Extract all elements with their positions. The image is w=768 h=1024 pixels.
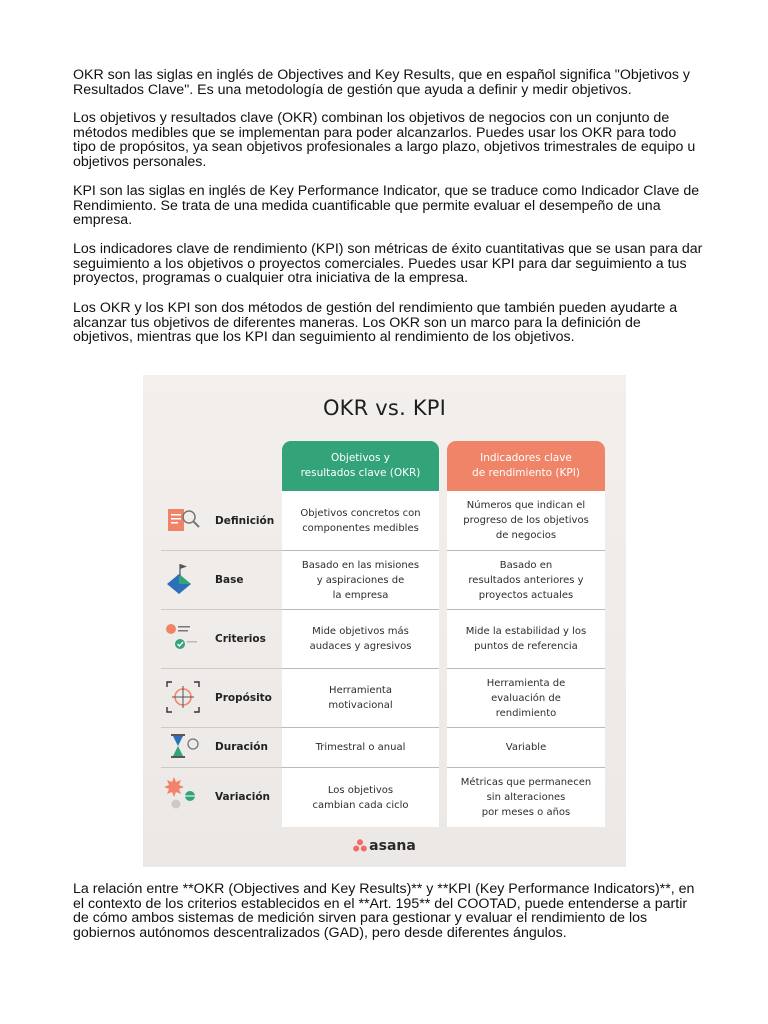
okr-text-duracion: Trimestral o anual — [315, 742, 406, 753]
paragraph-kpi-explanation: Los indicadores clave de rendimiento (KPI) son métricas de éxito cuantitativas que se usan para dar seguimiento a los objetivos o proyectos comerciales. Puedes usar KPI para dar seguimiento a tus proyectos, programas o cualquier otra iniciativa de la empresa. — [73, 241, 703, 287]
kpi-text-definicion: Números que indican el progreso de los objetivos de negocios — [463, 500, 589, 541]
row-label-variacion: Variación — [215, 791, 271, 803]
kpi-text-base: Basado en resultados anteriores y proyectos actuales — [468, 559, 584, 601]
kpi-cell-criterios — [447, 609, 605, 668]
kpi-cell-variacion — [447, 767, 605, 827]
okr-cell-proposito — [282, 668, 439, 727]
paragraph-cootad-relation: La relación entre **OKR (Objectives and Key Results)** y **KPI (Key Performance Indicators)**, en el contexto de los criterios establecidos en el **Art. 195** del COOTAD, puede entenderse a partir de cómo ambos sistemas de medición sirven para gestionar y evaluar el rendimiento de los gobiernos autónomos descentralizados (GAD), pero desde diferentes ángulos. — [73, 881, 695, 941]
row-label-definicion: Definición — [215, 514, 275, 527]
okr-text-variacion: Los objetivos cambian cada ciclo — [312, 784, 409, 811]
kpi-cell-duracion — [447, 727, 605, 767]
asana-logo-text: asana — [369, 838, 416, 854]
paragraph-okr-explanation: Los objetivos y resultados clave (OKR) combinan los objetivos de negocios con un conjunto de métodos medibles que se implementan para poder alcanzarlos. Puedes usar los OKR para todo tipo de propósitos, ya sean objetivos profesionales a largo plazo, objetivos trimestrales de equipo u objetivos personales. — [73, 110, 696, 170]
infographic-title: OKR vs. KPI — [322, 396, 447, 420]
row-label-proposito: Propósito — [215, 691, 272, 704]
okr-cell-variacion — [282, 767, 439, 827]
kpi-text-proposito: Herramienta de evaluación de rendimiento — [486, 677, 566, 719]
kpi-cell-definicion — [447, 491, 605, 550]
okr-text-criterios: Mide objetivos más audaces y agresivos — [309, 626, 412, 652]
pyramid-flag-icon — [163, 560, 211, 598]
okr-column-header — [282, 441, 439, 491]
shapes-icon — [163, 775, 211, 813]
hourglass-icon — [163, 727, 211, 765]
target-crosshair-icon — [163, 678, 211, 716]
okr-header-text: Objetivos y resultados clave (OKR) — [300, 452, 421, 479]
kpi-text-variacion: Métricas que permanecen sin alteraciones por meses o años — [460, 777, 592, 818]
paragraph-kpi-definition: KPI son las siglas en inglés de Key Performance Indicator, que se traduce como Indicador Clave de Rendimiento. Se trata de una medida cuantificable que permite evaluar el desempeño de una empresa. — [73, 183, 700, 229]
kpi-cell-proposito — [447, 668, 605, 727]
okr-text-proposito: Herramienta motivacional — [328, 685, 393, 711]
kpi-cell-base — [447, 550, 605, 609]
asana-dots-icon — [353, 839, 367, 852]
kpi-column-header — [447, 441, 605, 491]
asana-logo — [143, 838, 626, 854]
checklist-icon — [163, 619, 211, 657]
okr-cell-definicion — [282, 491, 439, 550]
okr-vs-kpi-infographic — [143, 375, 626, 867]
intro-paragraph-okr-definition: OKR son las siglas en inglés de Objectives and Key Results, que en español significa "Objetivos y Resultados Clave". Es una metodología de gestión que ayuda a definir y medir objetivos. — [73, 67, 691, 98]
kpi-header-text: Indicadores clave de rendimiento (KPI) — [472, 452, 580, 479]
row-label-duracion: Duración — [215, 741, 268, 753]
kpi-text-duracion: Variable — [505, 742, 547, 753]
okr-cell-criterios — [282, 609, 439, 668]
paragraph-okr-vs-kpi: Los OKR y los KPI son dos métodos de gestión del rendimiento que también pueden ayudarte a alcanzar tus objetivos de diferentes maneras. Los OKR son un marco para la definición de objetivos, mientras que los KPI dan seguimiento al rendimiento de los objetivos. — [73, 300, 678, 346]
okr-cell-duracion — [282, 727, 439, 767]
row-label-criterios: Criterios — [215, 632, 266, 645]
okr-text-base: Basado en las misiones y aspiraciones de la empresa — [301, 559, 420, 601]
okr-text-definicion: Objetivos concretos con componentes medibles — [300, 507, 421, 534]
kpi-text-criterios: Mide la estabilidad y los puntos de referencia — [465, 626, 587, 652]
document-magnifier-icon — [163, 502, 211, 540]
okr-cell-base — [282, 550, 439, 609]
row-label-base: Base — [215, 573, 244, 586]
